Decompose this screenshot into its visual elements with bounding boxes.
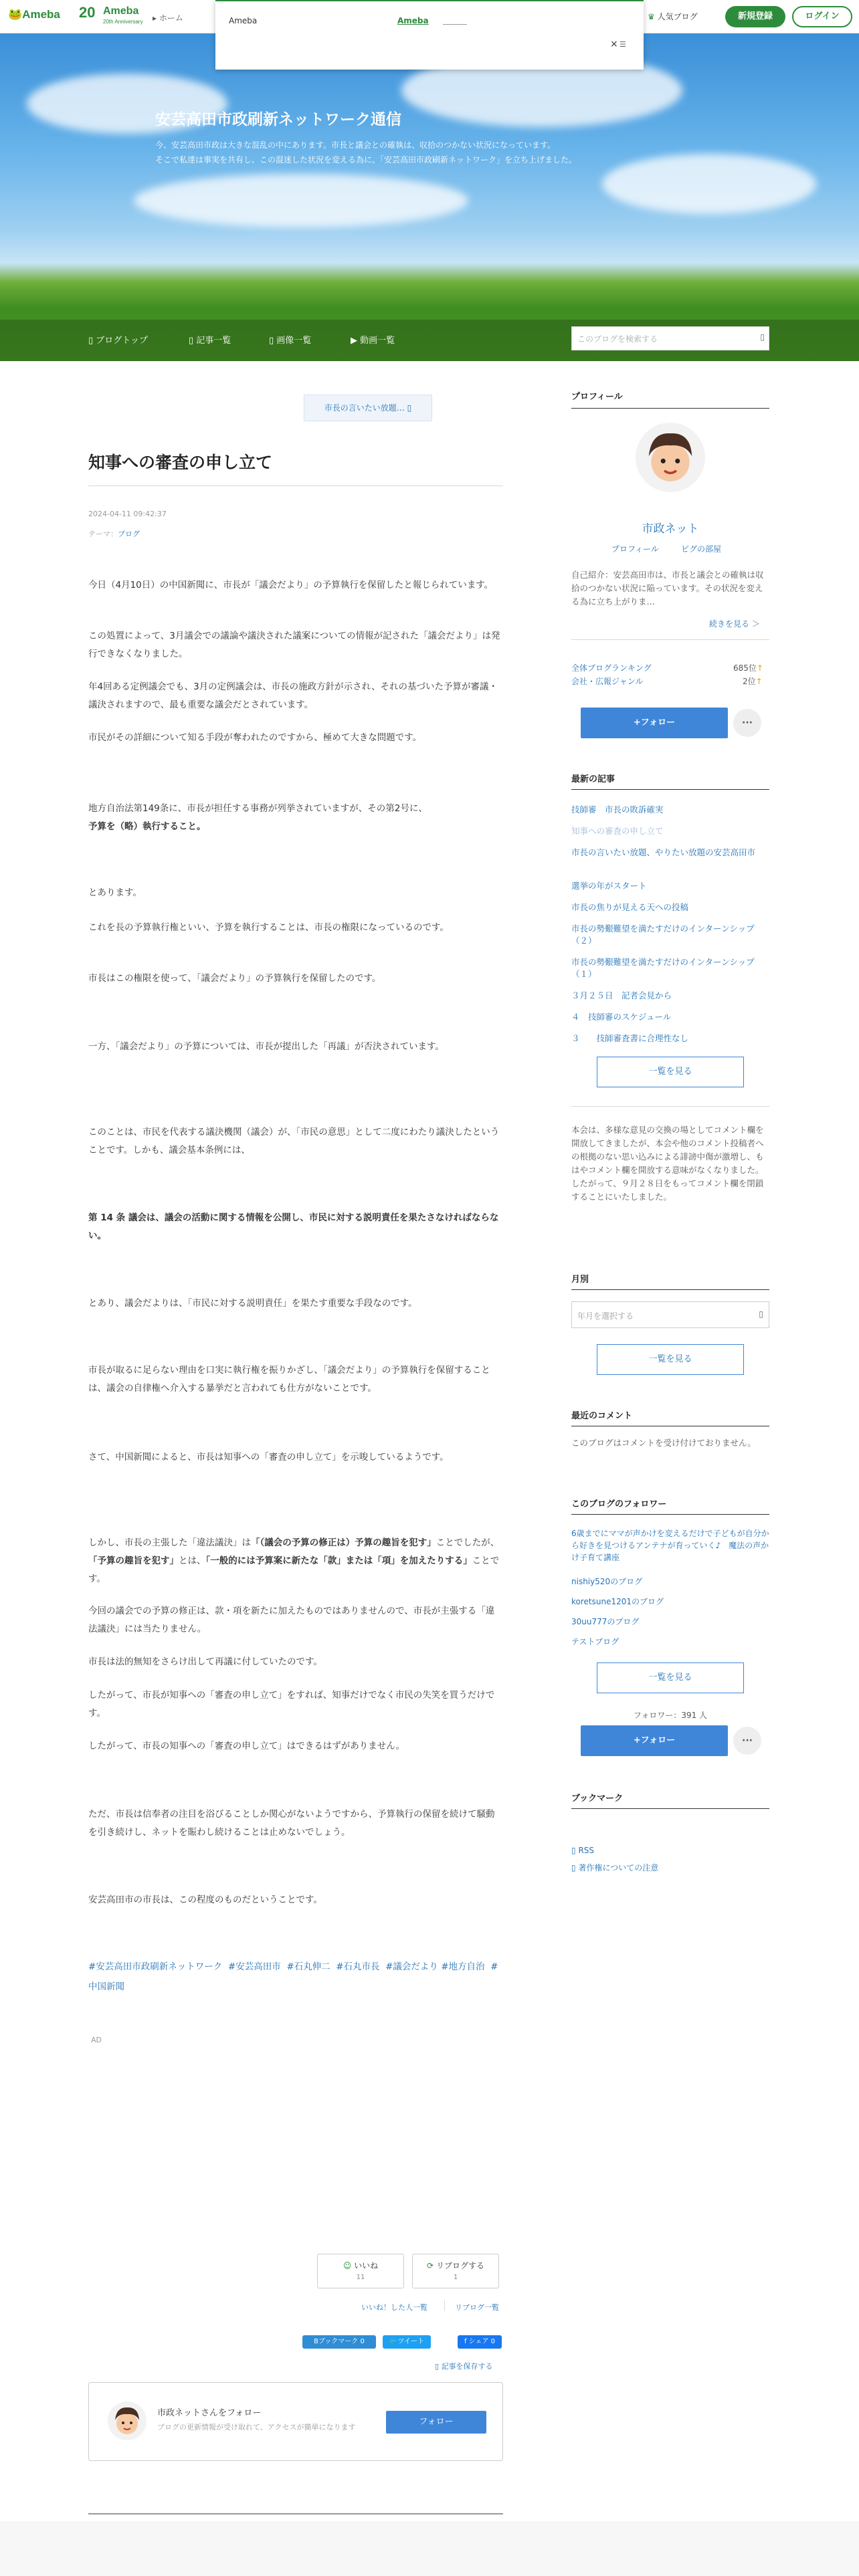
document-icon: ▯ bbox=[571, 1863, 576, 1872]
footer-divider bbox=[88, 2513, 503, 2514]
hatena-bookmark-button[interactable]: Bブックマーク 0 bbox=[302, 2335, 376, 2349]
blog-description-line1: 今、安芸高田市政は大きな混乱の中にあります。市長と議会との確執は、収拾のつかない状況になっています。 bbox=[155, 140, 556, 150]
divider bbox=[444, 2300, 445, 2311]
blog-search-input[interactable]: このブログを検索する ▯ bbox=[571, 326, 769, 350]
hashtag[interactable]: #石丸市長 bbox=[336, 1961, 380, 1972]
ameba-20th-logo[interactable]: 20 Ameba 20th Anniversary bbox=[79, 4, 143, 25]
more-options-button[interactable]: ··· bbox=[733, 709, 761, 737]
chevron-icon: ▯ bbox=[407, 403, 412, 413]
popup-ameba-link[interactable]: Ameba bbox=[397, 16, 429, 25]
paragraph: 一方、「議会だより」の予算については、市長が提出した「再議」が否決されています。 bbox=[88, 1041, 444, 1052]
ameba-logo[interactable]: 🐸Ameba bbox=[8, 8, 60, 21]
blog-description-line2: そこで私達は事実を共有し、この混迷した状況を変える為に、「安芸高田市政刷新ネットワーク」を立ち上げました。 bbox=[155, 155, 577, 165]
calendar-icon: ▯ bbox=[759, 1309, 763, 1319]
followers-all-list-button[interactable]: 一覧を見る bbox=[597, 1662, 744, 1693]
comment-policy-text: 本会は、多様な意見の交換の場としてコメント欄を開放してきましたが、本会や他のコメント投稿者への根拠のない思い込みによる誹謗中傷が激増し、もはやコメント欄を開放する意味がなくなりました。したがって、９月２８日をもってコメント欄を閉鎖することにいたしました。 bbox=[571, 1125, 764, 1202]
blog-title[interactable]: 安芸高田市政刷新ネットワーク通信 bbox=[155, 111, 401, 128]
bookmark-heading: ブックマーク bbox=[571, 1794, 624, 1804]
recent-article-link[interactable]: 選挙の年がスタート bbox=[571, 881, 647, 891]
paragraph: とあり、議会だよりは、「市民に対する説明責任」を果たす重要な手段なのです。 bbox=[88, 1298, 417, 1309]
hashtag[interactable]: #安芸高田市政刷新ネットワーク bbox=[88, 1961, 223, 1972]
profile-name[interactable]: 市政ネット bbox=[642, 522, 699, 536]
paragraph: この処置によって、3月議会での議論や議決された議案についての情報が記された「議会だより」は発行できなくなりました。 bbox=[88, 631, 500, 659]
overall-ranking-value: 685位↑ bbox=[733, 663, 763, 673]
hashtag[interactable]: #中国新聞 bbox=[88, 1961, 498, 1992]
hashtag[interactable]: #議会だより bbox=[385, 1961, 438, 1972]
close-icon[interactable]: × bbox=[610, 39, 618, 49]
profile-intro: 自己紹介：安芸高田市は、市長と議会との確執は収拾のつかない状況に陥っています。その状況を変える為に立ち上がりま… bbox=[571, 570, 764, 607]
theme-link[interactable]: ブログ bbox=[118, 530, 140, 538]
recent-article-link[interactable]: 市長の勢艱難望を満たすだけのインターンシップ（１） bbox=[571, 957, 755, 979]
paragraph: このことは、市民を代表する議決機関（議会）が、「市民の意思」として二度にわたり議決したということです。しかも、議会基本条例には、 bbox=[88, 1127, 500, 1156]
paragraph: これを長の予算執行権といい、予算を執行することは、市長の権限になっているのです。 bbox=[88, 922, 449, 933]
article-title[interactable]: 知事への審査の申し立て bbox=[88, 453, 273, 472]
recent-article-link[interactable]: ３ 技師審査書に合理性なし bbox=[571, 1033, 689, 1043]
paragraph: 安芸高田市の市長は、この程度のものだということです。 bbox=[88, 1895, 322, 1905]
save-article-link[interactable]: ▯ 記事を保存する bbox=[435, 2362, 493, 2371]
reblog-button[interactable]: ⟳ リブログする 1 bbox=[412, 2254, 499, 2288]
recent-comments-heading: 最近のコメント bbox=[571, 1411, 633, 1421]
genre-ranking-link[interactable]: 会社・広報ジャンル bbox=[571, 677, 644, 686]
frog-icon: 🐸 bbox=[8, 8, 23, 21]
paragraph: しかし、市長の主張した「違法議決」は「（議会の予算の修正は）予算の趣旨を犯す」ことでしたが、「予算の趣旨を犯す」とは、「一般的には予算案に新たな「款」または「項」を加えたりする」ことです。 bbox=[88, 1537, 500, 1584]
recent-articles-heading: 最新の記事 bbox=[571, 774, 615, 784]
article-date: 2024-04-11 09:42:37 bbox=[88, 510, 167, 518]
cloud-decoration bbox=[602, 154, 816, 214]
genre-ranking-value: 2位↑ bbox=[743, 677, 763, 686]
profile-avatar[interactable] bbox=[636, 423, 705, 492]
sidebar-follow-button-2[interactable]: +フォロー bbox=[581, 1725, 728, 1756]
follower-blog-link[interactable]: 30uu777のブログ bbox=[571, 1617, 640, 1626]
footer-area bbox=[0, 2521, 859, 2576]
smile-icon: ☺ bbox=[343, 2261, 352, 2270]
hashtag[interactable]: #安芸高田市 bbox=[227, 1961, 281, 1972]
image-icon: ▯ bbox=[269, 336, 274, 346]
paragraph: 地方自治法第149条に、市長が担任する事務が列挙されていますが、その第2号に、 予算を（略）執行すること。 bbox=[88, 803, 427, 832]
paragraph: したがって、市長の知事への「審査の申し立て」はできるはずがありません。 bbox=[88, 1741, 405, 1751]
overall-ranking-link[interactable]: 全体ブログランキング bbox=[571, 663, 652, 673]
copyright-link[interactable]: ▯ 著作権についての注意 bbox=[571, 1863, 659, 1872]
divider bbox=[571, 408, 769, 409]
reblog-count: 1 bbox=[453, 2274, 458, 2281]
hashtag-list bbox=[88, 1957, 503, 1997]
nav-blog-top[interactable]: ▯ ブログトップ bbox=[88, 336, 148, 346]
rank-up-icon: ↑ bbox=[756, 663, 763, 673]
pigg-room-link[interactable]: ピグの部屋 bbox=[681, 544, 722, 554]
bookmark-icon: ▯ bbox=[435, 2362, 440, 2371]
recent-comments-text: このブログはコメントを受け付けておりません。 bbox=[571, 1438, 756, 1448]
hashtag[interactable]: #地方自治 bbox=[441, 1961, 485, 1972]
rss-link[interactable]: ▯ RSS bbox=[571, 1846, 595, 1855]
read-more-link[interactable]: 続きを見る ＞ bbox=[709, 619, 760, 629]
recent-article-link[interactable]: 市長の勢艱難望を満たすだけのインターンシップ（２） bbox=[571, 924, 755, 946]
register-button[interactable]: 新規登録 bbox=[725, 6, 785, 27]
recent-article-link[interactable]: 市長の言いたい放題、やりたい放題の安芸高田市 bbox=[571, 847, 756, 857]
recent-article-link[interactable]: 技師審 市長の敗訴確実 bbox=[571, 804, 664, 815]
paragraph: ただ、市長は信奉者の注目を浴びることしか関心がないようですから、予算執行の保留を続けて騒動を引き続けし、ネットを賑わし続けることは止めないでしょう。 bbox=[88, 1809, 495, 1838]
popup-ameba-label: Ameba bbox=[229, 16, 258, 25]
like-button[interactable]: ☺ いいね 11 bbox=[317, 2254, 404, 2288]
facebook-share-button[interactable]: f シェア 0 bbox=[458, 2335, 502, 2349]
follower-blog-link[interactable]: 6歳までにママが声かけを変えるだけで子どもが自分から好きを見つけるアンテナが育っていく♪ 魔法の声かけ子育て講座 bbox=[571, 1529, 769, 1562]
nav-article-list[interactable]: ▯ 記事一覧 bbox=[189, 336, 231, 346]
prev-article-link[interactable]: 市長の言いたい放題… ▯ bbox=[304, 395, 432, 421]
hashtag[interactable]: #石丸伸二 bbox=[286, 1961, 330, 1972]
follow-card bbox=[88, 2382, 503, 2461]
header-popup bbox=[215, 0, 644, 70]
recent-article-link[interactable]: 市長の焦りが見える天への投稿 bbox=[571, 902, 689, 912]
monthly-heading: 月別 bbox=[571, 1275, 589, 1285]
paragraph: 今日（4月10日）の中国新聞に、市長が「議会だより」の予算執行を保留したと報じられています。 bbox=[88, 580, 494, 591]
follower-count: フォロワー：391 人 bbox=[633, 1711, 708, 1720]
divider bbox=[571, 1289, 769, 1290]
month-select[interactable]: 年月を選択する ▯ bbox=[571, 1301, 769, 1328]
popup-line bbox=[443, 24, 467, 25]
divider bbox=[571, 1514, 769, 1515]
ad-label: AD bbox=[91, 2036, 102, 2044]
tweet-button[interactable]: 🐦ツイート bbox=[383, 2335, 431, 2349]
divider bbox=[571, 639, 769, 640]
twitter-icon: 🐦 bbox=[389, 2338, 398, 2345]
paragraph: 市長は法的無知をさらけ出して再議に付していたのです。 bbox=[88, 1656, 322, 1667]
reblog-list-link[interactable]: リブログ一覧 bbox=[455, 2303, 499, 2312]
paragraph: 市長はこの権限を使って、「議会だより」の予算執行を保留したのです。 bbox=[88, 973, 381, 984]
follow-card-title: 市政ネットさんをフォロー bbox=[157, 2408, 262, 2418]
quoted-ordinance: 第 14 条 議会は、議会の活動に関する情報を公開し、市民に対する説明責任を果たさなければならない。 bbox=[88, 1212, 499, 1241]
video-icon: ▶ bbox=[351, 336, 357, 346]
avatar bbox=[108, 2401, 147, 2440]
follow-card-description: ブログの更新情報が受け取れて、アクセスが簡単になります bbox=[157, 2423, 356, 2432]
reblog-icon: ⟳ bbox=[427, 2261, 434, 2270]
search-icon[interactable]: ▯ bbox=[760, 332, 765, 342]
menu-icon[interactable]: ☰ bbox=[619, 40, 626, 49]
paragraph: 今回の議会での予算の修正は、款・項を新たに加えたものではありませんので、市長が主張する「違法議決」には当たりません。 bbox=[88, 1606, 495, 1634]
paragraph: したがって、市長が知事への「審査の申し立て」をすれば、知事だけでなく市民の失笑を買うだけです。 bbox=[88, 1690, 495, 1719]
popular-blog-link[interactable]: ♛ 人気ブログ bbox=[648, 12, 698, 21]
crown-icon: ♛ bbox=[648, 12, 655, 21]
login-button[interactable]: ログイン bbox=[792, 6, 852, 27]
follow-button[interactable]: フォロー bbox=[386, 2411, 486, 2434]
popup-accent bbox=[215, 0, 644, 1]
rank-up-icon: ↑ bbox=[755, 677, 763, 686]
sidebar-follow-button[interactable]: +フォロー bbox=[581, 708, 728, 738]
rss-icon: ▯ bbox=[571, 1846, 576, 1855]
follower-blog-link[interactable]: koretsune1201のブログ bbox=[571, 1597, 664, 1606]
divider bbox=[571, 1106, 769, 1107]
like-count: 11 bbox=[356, 2274, 365, 2281]
facebook-icon: f bbox=[464, 2338, 467, 2345]
monthly-all-list-button[interactable]: 一覧を見る bbox=[597, 1344, 744, 1375]
paragraph: とあります。 bbox=[88, 887, 142, 898]
blog-header-image bbox=[0, 33, 859, 361]
recent-article-link[interactable]: ３月２５日 記者会見から bbox=[571, 990, 672, 1000]
paragraph: 市民がその詳細について知る手段が奪われたのですから、極めて大きな問題です。 bbox=[88, 732, 422, 743]
profile-link[interactable]: プロフィール bbox=[611, 544, 659, 554]
paragraph: 市長が取るに足らない理由を口実に執行権を振りかざし、「議会だより」の予算執行を保留することは、議会の自律権へ介入する暴挙だと言われても仕方がないことです。 bbox=[88, 1365, 490, 1394]
list-icon: ▯ bbox=[189, 336, 194, 346]
divider bbox=[571, 1808, 769, 1809]
recent-article-link[interactable]: ４ 技師審のスケジュール bbox=[571, 1012, 672, 1022]
followers-heading: このブログのフォロワー bbox=[571, 1499, 667, 1509]
nav-image-list[interactable]: ▯ 画像一覧 bbox=[269, 336, 312, 346]
home-icon: ▯ bbox=[88, 336, 94, 346]
follower-blog-link[interactable]: テストブログ bbox=[571, 1637, 619, 1646]
article-theme: テーマ：ブログ bbox=[88, 530, 140, 538]
nav-home-link[interactable]: ▸ ホーム bbox=[153, 13, 183, 23]
recent-all-list-button[interactable]: 一覧を見る bbox=[597, 1057, 744, 1087]
profile-heading: プロフィール bbox=[571, 392, 623, 402]
more-options-button-2[interactable]: ··· bbox=[733, 1727, 761, 1755]
follower-blog-link[interactable]: nishiy520のブログ bbox=[571, 1577, 643, 1586]
divider bbox=[571, 789, 769, 790]
cloud-decoration bbox=[134, 174, 468, 227]
recent-article-link-current[interactable]: 知事への審査の申し立て bbox=[571, 826, 664, 836]
paragraph: 年4回ある定例議会でも、3月の定例議会は、市長の施政方針が示され、それの基づいた予算が審議・議決されますので、最も重要な議会だとされています。 bbox=[88, 681, 498, 710]
like-users-link[interactable]: いいね！した人一覧 bbox=[361, 2303, 427, 2312]
paragraph: さて、中国新聞によると、市長は知事への「審査の申し立て」を示唆しているようです。 bbox=[88, 1452, 449, 1463]
nav-video-list[interactable]: ▶ 動画一覧 bbox=[351, 336, 395, 346]
